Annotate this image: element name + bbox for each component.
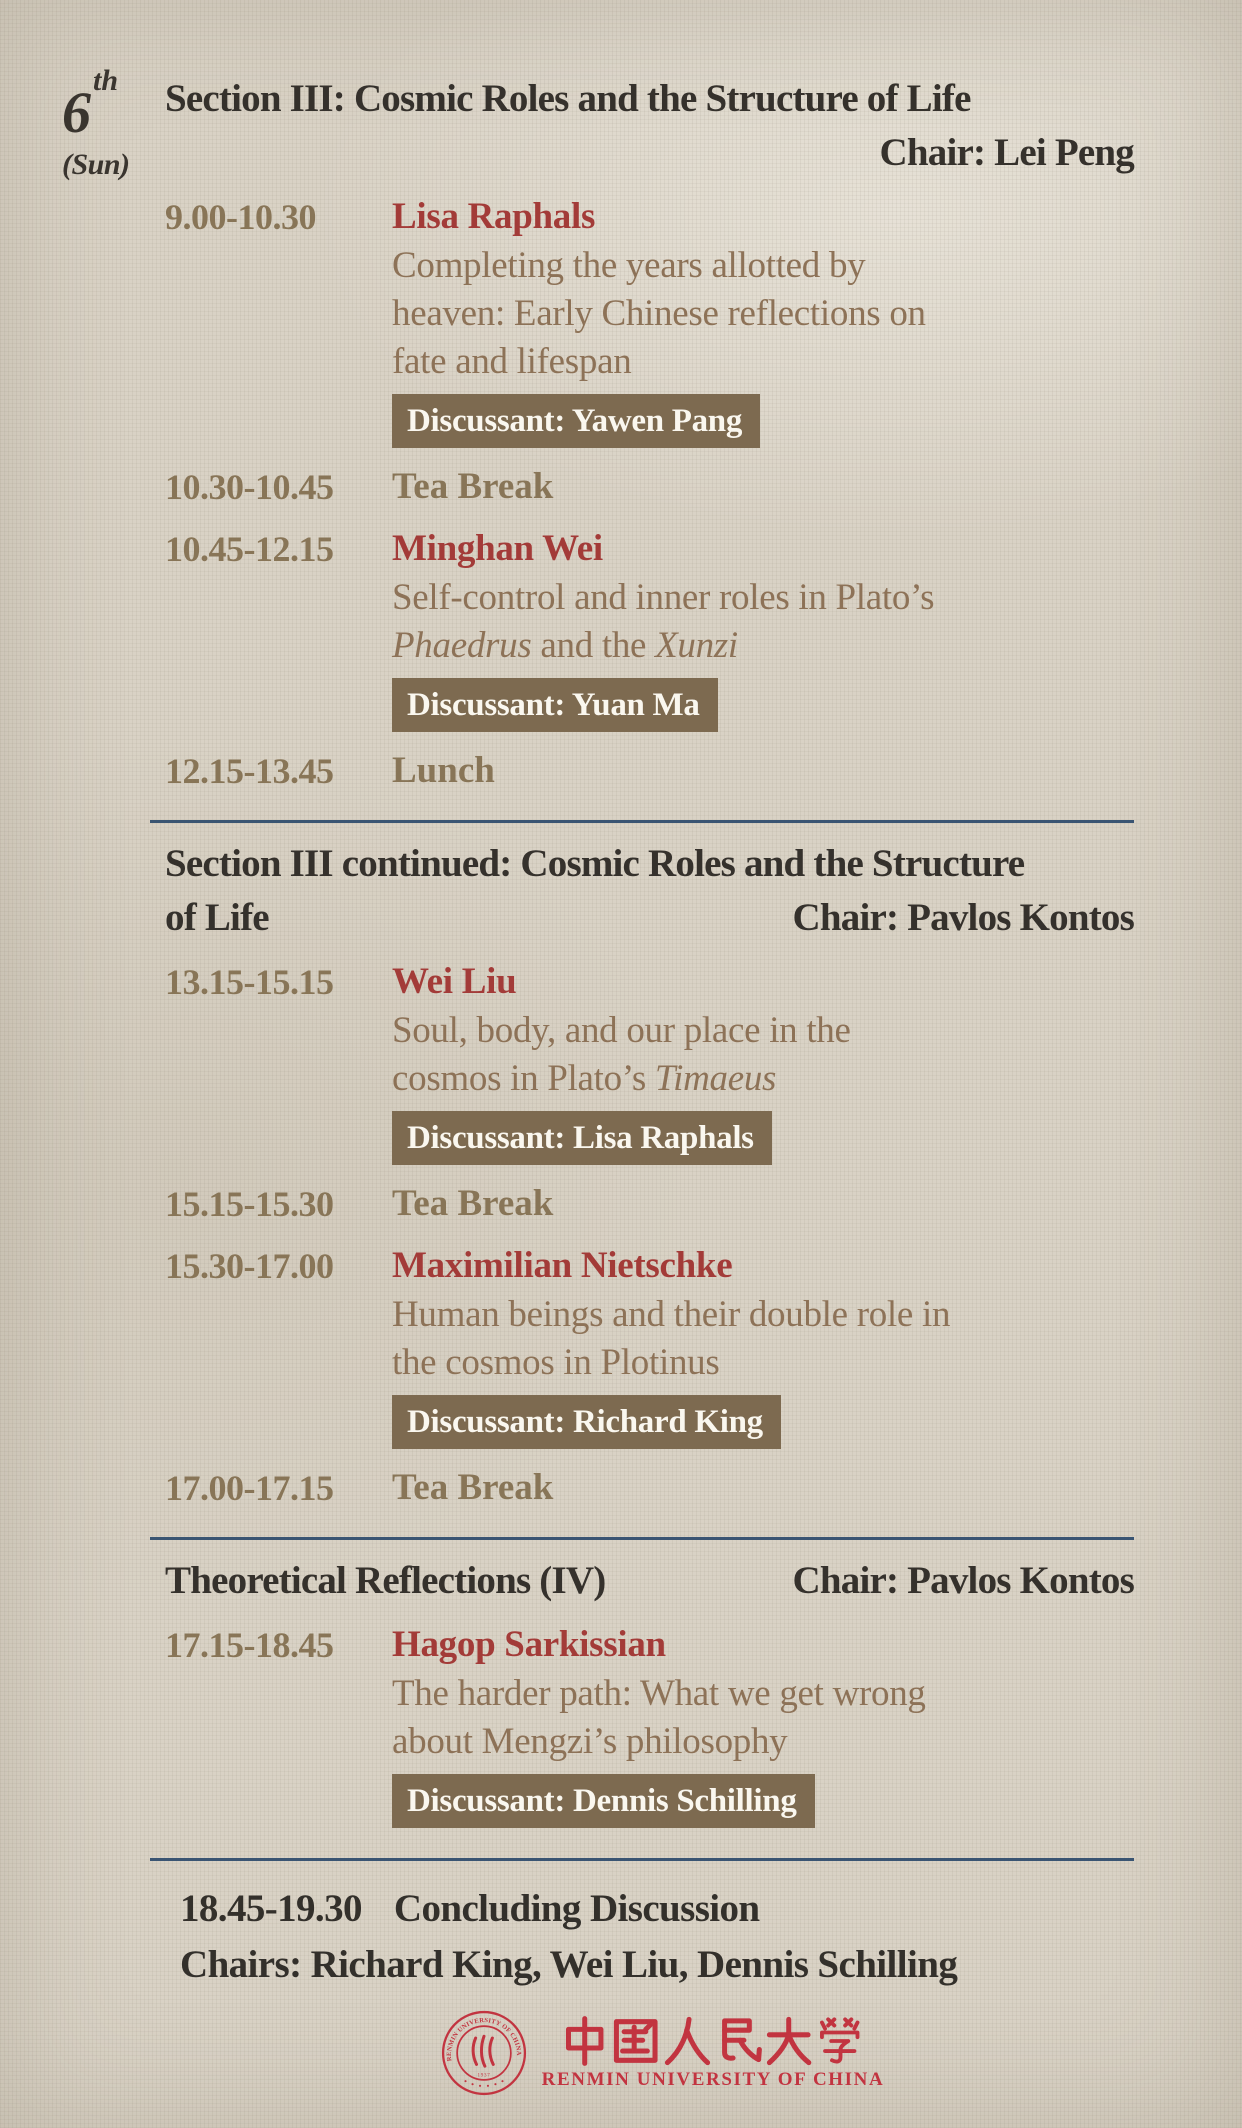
section-2-chair: Chair: Pavlos Kontos bbox=[792, 896, 1134, 939]
break-label: Lunch bbox=[392, 750, 495, 791]
day-weekday: (Sun) bbox=[62, 148, 130, 181]
day-number bbox=[62, 63, 162, 145]
break-row-1 bbox=[150, 462, 1134, 512]
session-time: 15.30-17.00 bbox=[165, 1246, 334, 1286]
section-2-title-line1: Section III continued: Cosmic Roles and the Structure bbox=[165, 842, 1025, 885]
cn-char-guo bbox=[616, 2021, 655, 2060]
talk-title-line: The harder path: What we get wrong bbox=[392, 1673, 926, 1714]
break-time: 15.15-15.30 bbox=[165, 1184, 334, 1224]
university-chinese-name bbox=[560, 2016, 866, 2066]
break-time: 17.00-17.15 bbox=[165, 1468, 334, 1508]
title-plain-part: and the bbox=[531, 625, 656, 666]
section-divider bbox=[150, 1858, 1134, 1861]
speaker-name: Hagop Sarkissian bbox=[392, 1624, 666, 1665]
title-italic-part: Xunzi bbox=[655, 625, 738, 666]
seal-bottom-text bbox=[464, 2080, 503, 2087]
session-content bbox=[392, 524, 1134, 732]
discussant-badge: Discussant: Yawen Pang bbox=[392, 394, 760, 448]
title-italic-part: Phaedrus bbox=[392, 625, 532, 666]
discussant-badge: Discussant: Richard King bbox=[392, 1395, 781, 1449]
talk-title-line: Human beings and their double role in bbox=[392, 1294, 951, 1335]
session-content bbox=[392, 1620, 1134, 1828]
session-time: 13.15-15.15 bbox=[165, 962, 334, 1002]
university-seal-icon bbox=[440, 2009, 528, 2097]
break-row-3 bbox=[150, 1179, 1134, 1229]
session-row-3 bbox=[150, 957, 1134, 1165]
cn-char-zhong bbox=[568, 2018, 600, 2063]
talk-title-line bbox=[392, 622, 1134, 670]
discussant-badge-wrap bbox=[392, 670, 1134, 732]
concluding-label: Concluding Discussion bbox=[393, 1887, 760, 1930]
session-row-1 bbox=[150, 192, 1134, 448]
session-time: 10.45-12.15 bbox=[165, 529, 334, 569]
university-logo-text bbox=[542, 2016, 885, 2091]
discussant-badge-wrap bbox=[392, 1387, 1134, 1449]
day-label bbox=[62, 63, 162, 182]
cn-char-ren bbox=[667, 2019, 707, 2062]
session-time: 17.15-18.45 bbox=[165, 1625, 334, 1665]
discussant-badge-wrap bbox=[392, 1103, 1134, 1165]
section-2-title-line2 bbox=[150, 891, 1134, 945]
session-row-2 bbox=[150, 524, 1134, 732]
title-plain-part: cosmos in Plato’s bbox=[392, 1058, 655, 1099]
discussant-badge: Discussant: Yuan Ma bbox=[392, 678, 718, 732]
university-english-name: RENMIN UNIVERSITY OF CHINA bbox=[541, 2068, 885, 2090]
concluding-chairs: Chairs: Richard King, Wei Liu, Dennis Schilling bbox=[180, 1943, 958, 1986]
discussant-badge: Discussant: Dennis Schilling bbox=[392, 1774, 815, 1828]
title-italic-part: Timaeus bbox=[654, 1058, 777, 1099]
section-divider bbox=[150, 1537, 1134, 1540]
seal-ring-textpath: RENMIN UNIVERSITY OF CHINA bbox=[445, 2017, 522, 2062]
university-logo bbox=[170, 2009, 1154, 2097]
talk-title-line: Self-control and inner roles in Plato’s bbox=[392, 577, 935, 618]
break-label: Tea Break bbox=[392, 1467, 554, 1508]
cn-char-da bbox=[769, 2019, 808, 2062]
speaker-name: Lisa Raphals bbox=[392, 196, 596, 237]
break-label: Tea Break bbox=[392, 1183, 554, 1224]
speaker-name: Minghan Wei bbox=[392, 528, 603, 569]
break-row-2 bbox=[150, 746, 1134, 796]
talk-title-line: Completing the years allotted by bbox=[392, 245, 866, 286]
talk-title-line: heaven: Early Chinese reflections on bbox=[392, 293, 926, 334]
talk-title-line: Soul, body, and our place in the bbox=[392, 1010, 851, 1051]
seal-outer-ring bbox=[443, 2012, 525, 2094]
schedule bbox=[150, 72, 1134, 2097]
session-content bbox=[392, 192, 1134, 448]
day-number-value: 6 bbox=[62, 80, 91, 145]
section-1-chair: Chair: Lei Peng bbox=[879, 131, 1134, 174]
discussant-badge: Discussant: Lisa Raphals bbox=[392, 1111, 772, 1165]
session-row-5 bbox=[150, 1620, 1134, 1828]
session-content bbox=[392, 957, 1134, 1165]
section-1-title: Section III: Cosmic Roles and the Structure of Life bbox=[165, 77, 971, 120]
session-content bbox=[392, 1241, 1134, 1449]
concluding-time: 18.45-19.30 bbox=[180, 1887, 362, 1930]
session-time: 9.00-10.30 bbox=[165, 197, 316, 237]
talk-title-line: fate and lifespan bbox=[392, 341, 632, 382]
talk-title-line bbox=[392, 1055, 1134, 1103]
concluding-discussion-row bbox=[150, 1881, 1134, 1937]
section-2-title-rest: of Life bbox=[165, 896, 269, 939]
discussant-badge-wrap bbox=[392, 386, 1134, 448]
speaker-name: Maximilian Nietschke bbox=[392, 1245, 733, 1286]
section-divider bbox=[150, 820, 1134, 823]
section-3-title-row bbox=[150, 1554, 1134, 1608]
seal-wave-marks bbox=[473, 2036, 493, 2066]
section-3-chair: Chair: Pavlos Kontos bbox=[792, 1559, 1134, 1602]
break-time: 10.30-10.45 bbox=[165, 467, 334, 507]
cn-char-xue bbox=[822, 2019, 858, 2061]
cn-char-min bbox=[725, 2020, 760, 2059]
day-number-suffix: th bbox=[93, 63, 119, 97]
talk-title-line: the cosmos in Plotinus bbox=[392, 1342, 720, 1383]
session-row-4 bbox=[150, 1241, 1134, 1449]
talk-title-line: about Mengzi’s philosophy bbox=[392, 1721, 788, 1762]
speaker-name: Wei Liu bbox=[392, 961, 517, 1002]
break-label: Tea Break bbox=[392, 466, 554, 507]
break-row-4 bbox=[150, 1463, 1134, 1513]
seal-year: 1937 bbox=[477, 2072, 491, 2079]
section-3-title: Theoretical Reflections (IV) bbox=[165, 1559, 606, 1602]
discussant-badge-wrap bbox=[392, 1766, 1134, 1828]
break-time: 12.15-13.45 bbox=[165, 751, 334, 791]
